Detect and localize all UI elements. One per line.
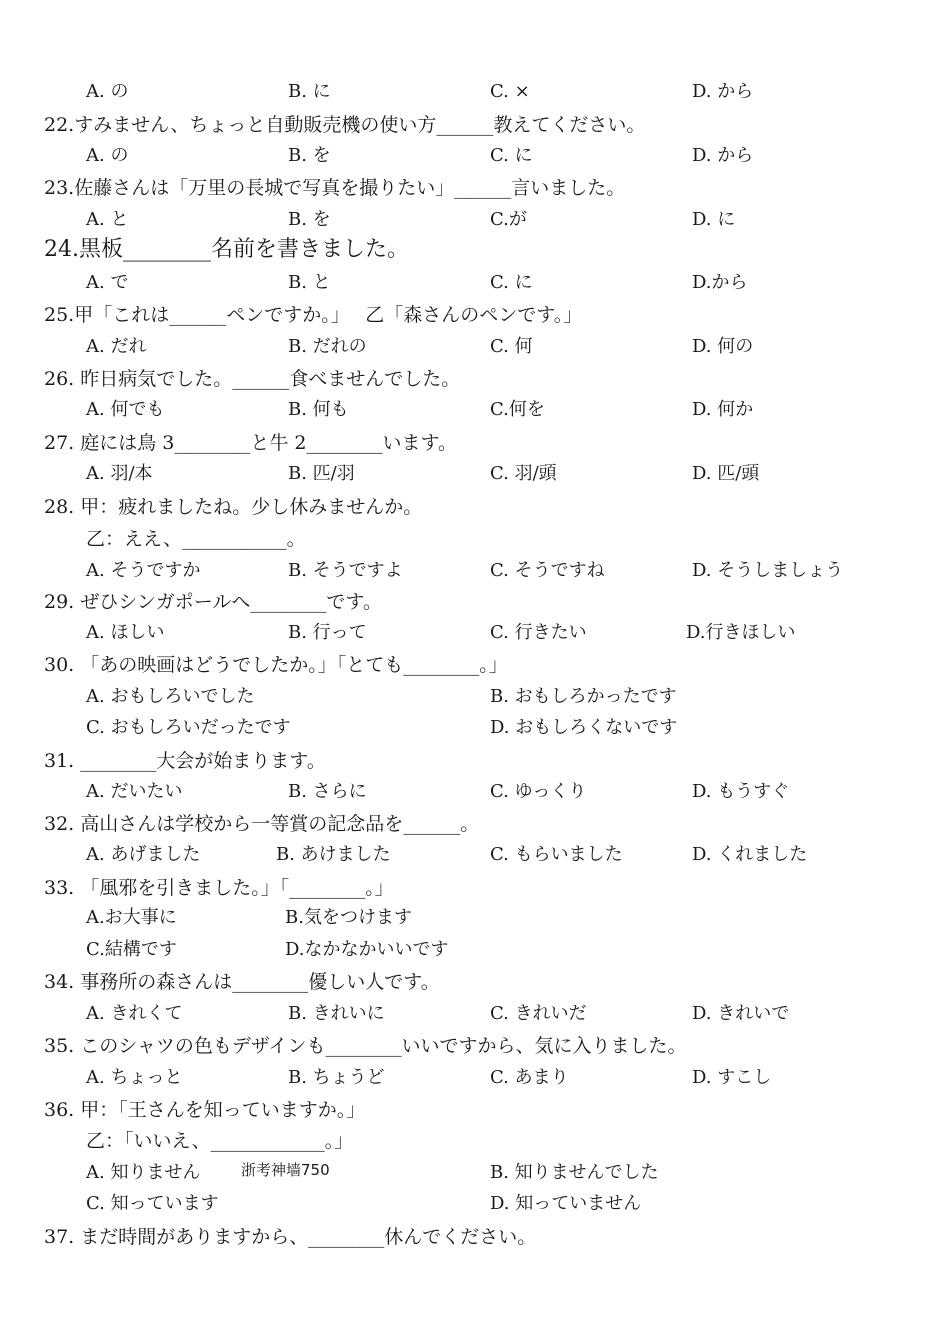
q29-option-b: B. 行って	[288, 622, 367, 643]
q29-option-c: C. 行きたい	[490, 622, 587, 643]
q24-option-b: B. と	[288, 272, 331, 293]
q23-option-d: D. に	[692, 209, 736, 230]
q28-option-d: D. そうしましょう	[692, 560, 844, 581]
q34-question: 34. 事務所の森さんは________優しい人です。	[44, 971, 440, 993]
q26-option-a: A. 何でも	[86, 399, 165, 420]
q22-option-d: D. から	[692, 145, 754, 166]
q21-option-c: C. ×	[490, 81, 530, 102]
q35-option-b: B. ちょうど	[288, 1067, 385, 1088]
q33-option-c: C.結構です	[86, 939, 177, 960]
q34-option-c: C. きれいだ	[490, 1003, 587, 1024]
q24-option-c: C. に	[490, 272, 533, 293]
q34-option-b: B. きれいに	[288, 1003, 385, 1024]
q32-option-b: B. あけました	[276, 844, 391, 865]
q28-option-b: B. そうですよ	[288, 560, 403, 581]
watermark-note: 浙考神墙750	[241, 1161, 330, 1179]
q36-option-d: D. 知っていません	[490, 1193, 642, 1214]
q36-option-c: C. 知っています	[86, 1193, 219, 1214]
q26-option-c: C.何を	[490, 399, 545, 420]
q26-option-d: D. 何か	[692, 399, 754, 420]
q27-option-c: C. 羽/頭	[490, 463, 557, 484]
q26-question: 26. 昨日病気でした。______食べませんでした。	[44, 368, 461, 390]
q34-option-d: D. きれいで	[692, 1003, 790, 1024]
q25-option-d: D. 何の	[692, 336, 754, 357]
q35-option-a: A. ちょっと	[86, 1067, 183, 1088]
q29-question: 29. ぜひシンガポールへ________です。	[44, 591, 382, 613]
q30-option-b: B. おもしろかったです	[490, 686, 677, 707]
q23-option-a: A. と	[86, 209, 129, 230]
q26-option-b: B. 何も	[288, 399, 349, 420]
q23-question: 23.佐藤さんは「万里の長城で写真を撮りたい」______言いました。	[44, 177, 626, 199]
q21-option-d: D. から	[692, 81, 754, 102]
q23-option-b: B. を	[288, 209, 331, 230]
q22-option-c: C. に	[490, 145, 533, 166]
q33-option-d: D.なかなかいいです	[285, 939, 449, 960]
q27-option-b: B. 匹/羽	[288, 463, 355, 484]
q32-option-d: D. くれました	[692, 844, 808, 865]
q24-question: 24.黒板________名前を書きました。	[44, 237, 409, 262]
q29-option-d: D.行きほしい	[686, 622, 796, 643]
q36-option-b: B. 知りませんでした	[490, 1162, 659, 1183]
q35-question: 35. このシャツの色もデザインも________いいですから、気に入りました。	[44, 1035, 687, 1057]
q33-question: 33. 「風邪を引きました。」「________。」	[44, 877, 394, 899]
q27-option-a: A. 羽/本	[86, 463, 153, 484]
q31-option-d: D. もうすぐ	[692, 781, 790, 802]
q22-option-a: A. の	[86, 145, 129, 166]
q30-option-c: C. おもしろいだったです	[86, 717, 291, 738]
q25-option-c: C. 何	[490, 336, 533, 357]
q31-option-c: C. ゆっくり	[490, 781, 587, 802]
q28-dialogue-line: 乙：ええ、___________。	[86, 528, 306, 550]
q31-question: 31. ________大会が始まります。	[44, 750, 326, 772]
q34-option-a: A. きれくて	[86, 1003, 183, 1024]
q24-option-d: D.から	[692, 272, 748, 293]
q21-option-a: A. の	[86, 81, 129, 102]
q30-option-a: A. おもしろいでした	[86, 686, 255, 707]
q32-option-a: A. あげました	[86, 844, 201, 865]
q22-option-b: B. を	[288, 145, 331, 166]
q25-question: 25.甲「これは______ペンですか。」 乙「森さんのペンです。」	[44, 304, 583, 326]
q36-option-a: A. 知りません	[86, 1162, 201, 1183]
q28-option-a: A. そうですか	[86, 560, 201, 581]
q30-option-d: D. おもしろくないです	[490, 717, 678, 738]
q33-option-b: B.気をつけます	[285, 907, 412, 928]
q32-question: 32. 高山さんは学校から一等賞の記念品を______。	[44, 813, 480, 835]
q31-option-b: B. さらに	[288, 781, 367, 802]
q35-option-d: D. すこし	[692, 1067, 772, 1088]
q28-question: 28. 甲：疲れましたね。少し休みませんか。	[44, 496, 423, 518]
q29-option-a: A. ほしい	[86, 622, 165, 643]
q21-option-b: B. に	[288, 81, 331, 102]
q32-option-c: C. もらいました	[490, 844, 623, 865]
q36-dialogue-line: 乙：「いいえ、____________。」	[86, 1130, 354, 1152]
q28-option-c: C. そうですね	[490, 560, 605, 581]
q37-question: 37. まだ時間がありますから、________休んでください。	[44, 1226, 537, 1248]
q36-question: 36. 甲：「王さんを知っていますか。」	[44, 1099, 366, 1121]
q25-option-a: A. だれ	[86, 336, 147, 357]
q31-option-a: A. だいたい	[86, 781, 183, 802]
q33-option-a: A.お大事に	[86, 907, 177, 928]
q27-question: 27. 庭には鳥 3________と牛 2________います。	[44, 432, 457, 454]
q24-option-a: A. で	[86, 272, 129, 293]
q27-option-d: D. 匹/頭	[692, 463, 760, 484]
q22-question: 22.すみません、ちょっと自動販売機の使い方______教えてください。	[44, 114, 646, 136]
q30-question: 30. 「あの映画はどうでしたか。」「とても________。」	[44, 654, 508, 676]
q35-option-c: C. あまり	[490, 1067, 569, 1088]
q23-option-c: C.が	[490, 209, 527, 230]
q25-option-b: B. だれの	[288, 336, 367, 357]
